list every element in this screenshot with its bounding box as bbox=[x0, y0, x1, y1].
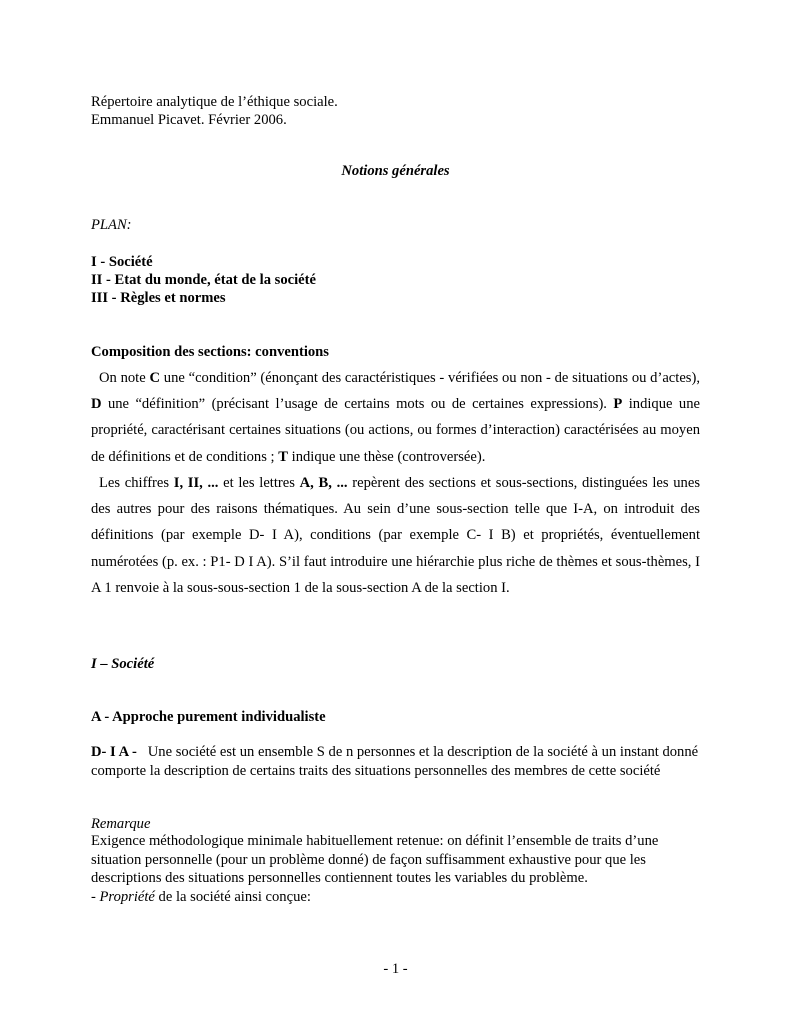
conventions-paragraph-1: On note C une “condition” (énonçant des caractéristiques - vérifiées ou non - de situations ou d’actes), D une “définition” (précisant l’usage de certains mots ou de certaines expressions). P indique une propriété, caractérisant certaines situations (ou actions, ou formes d’interaction) caractérisées au moyen de définitions et de conditions ; T indique une thèse (controversée). bbox=[91, 370, 700, 465]
remarque-text: Exigence méthodologique minimale habituellement retenue: on définit l’ensemble de traits d’une situation personnelle (pour un problème donné) de façon suffisamment exhaustive pour que les descriptions des situations personnelles contiennent toutes les variables du problème. - Propriété de la société ainsi conçue: bbox=[91, 833, 659, 905]
definition-label: D- I A - bbox=[91, 744, 137, 760]
subtitle: Notions générales bbox=[341, 163, 450, 179]
page-number: - 1 - bbox=[383, 961, 408, 977]
plan-item-3: III - Règles et normes bbox=[91, 290, 226, 306]
subsection-a-title: A - Approche purement individualiste bbox=[91, 709, 326, 725]
plan-item-2: II - Etat du monde, état de la société bbox=[91, 272, 316, 288]
plan-label: PLAN: bbox=[91, 217, 132, 233]
section-1-title: I – Société bbox=[91, 656, 155, 672]
header-line-1: Répertoire analytique de l’éthique sociale. bbox=[91, 94, 338, 110]
composition-heading: Composition des sections: conventions bbox=[91, 344, 329, 360]
plan-item-1: I - Société bbox=[91, 254, 153, 270]
definition-d-i-a bbox=[91, 743, 700, 780]
remarque-label: Remarque bbox=[91, 816, 151, 832]
conventions-paragraph-2: Les chiffres I, II, ... et les lettres A, B, ... repèrent des sections et sous-sections, distinguées les unes des autres pour des raisons thématiques. Au sein d’une sous-section telle que I-A, on introduit des définitions (par exemple D- I A), conditions (par exemple C- I B) et propriétés, éventuellement numérotées (p. ex. : P1- D I A). S’il faut introduire une hiérarchie plus riche de thèmes et sous-thèmes, I A 1 renvoie à la sous-sous-section 1 de la sous-section A de la section I. bbox=[91, 475, 700, 596]
header-line-2: Emmanuel Picavet. Février 2006. bbox=[91, 112, 287, 128]
definition-text: Une société est un ensemble S de n personnes et la description de la société à un instant donné comporte la description de certains traits des situations personnelles des membres de cette société bbox=[91, 744, 699, 779]
